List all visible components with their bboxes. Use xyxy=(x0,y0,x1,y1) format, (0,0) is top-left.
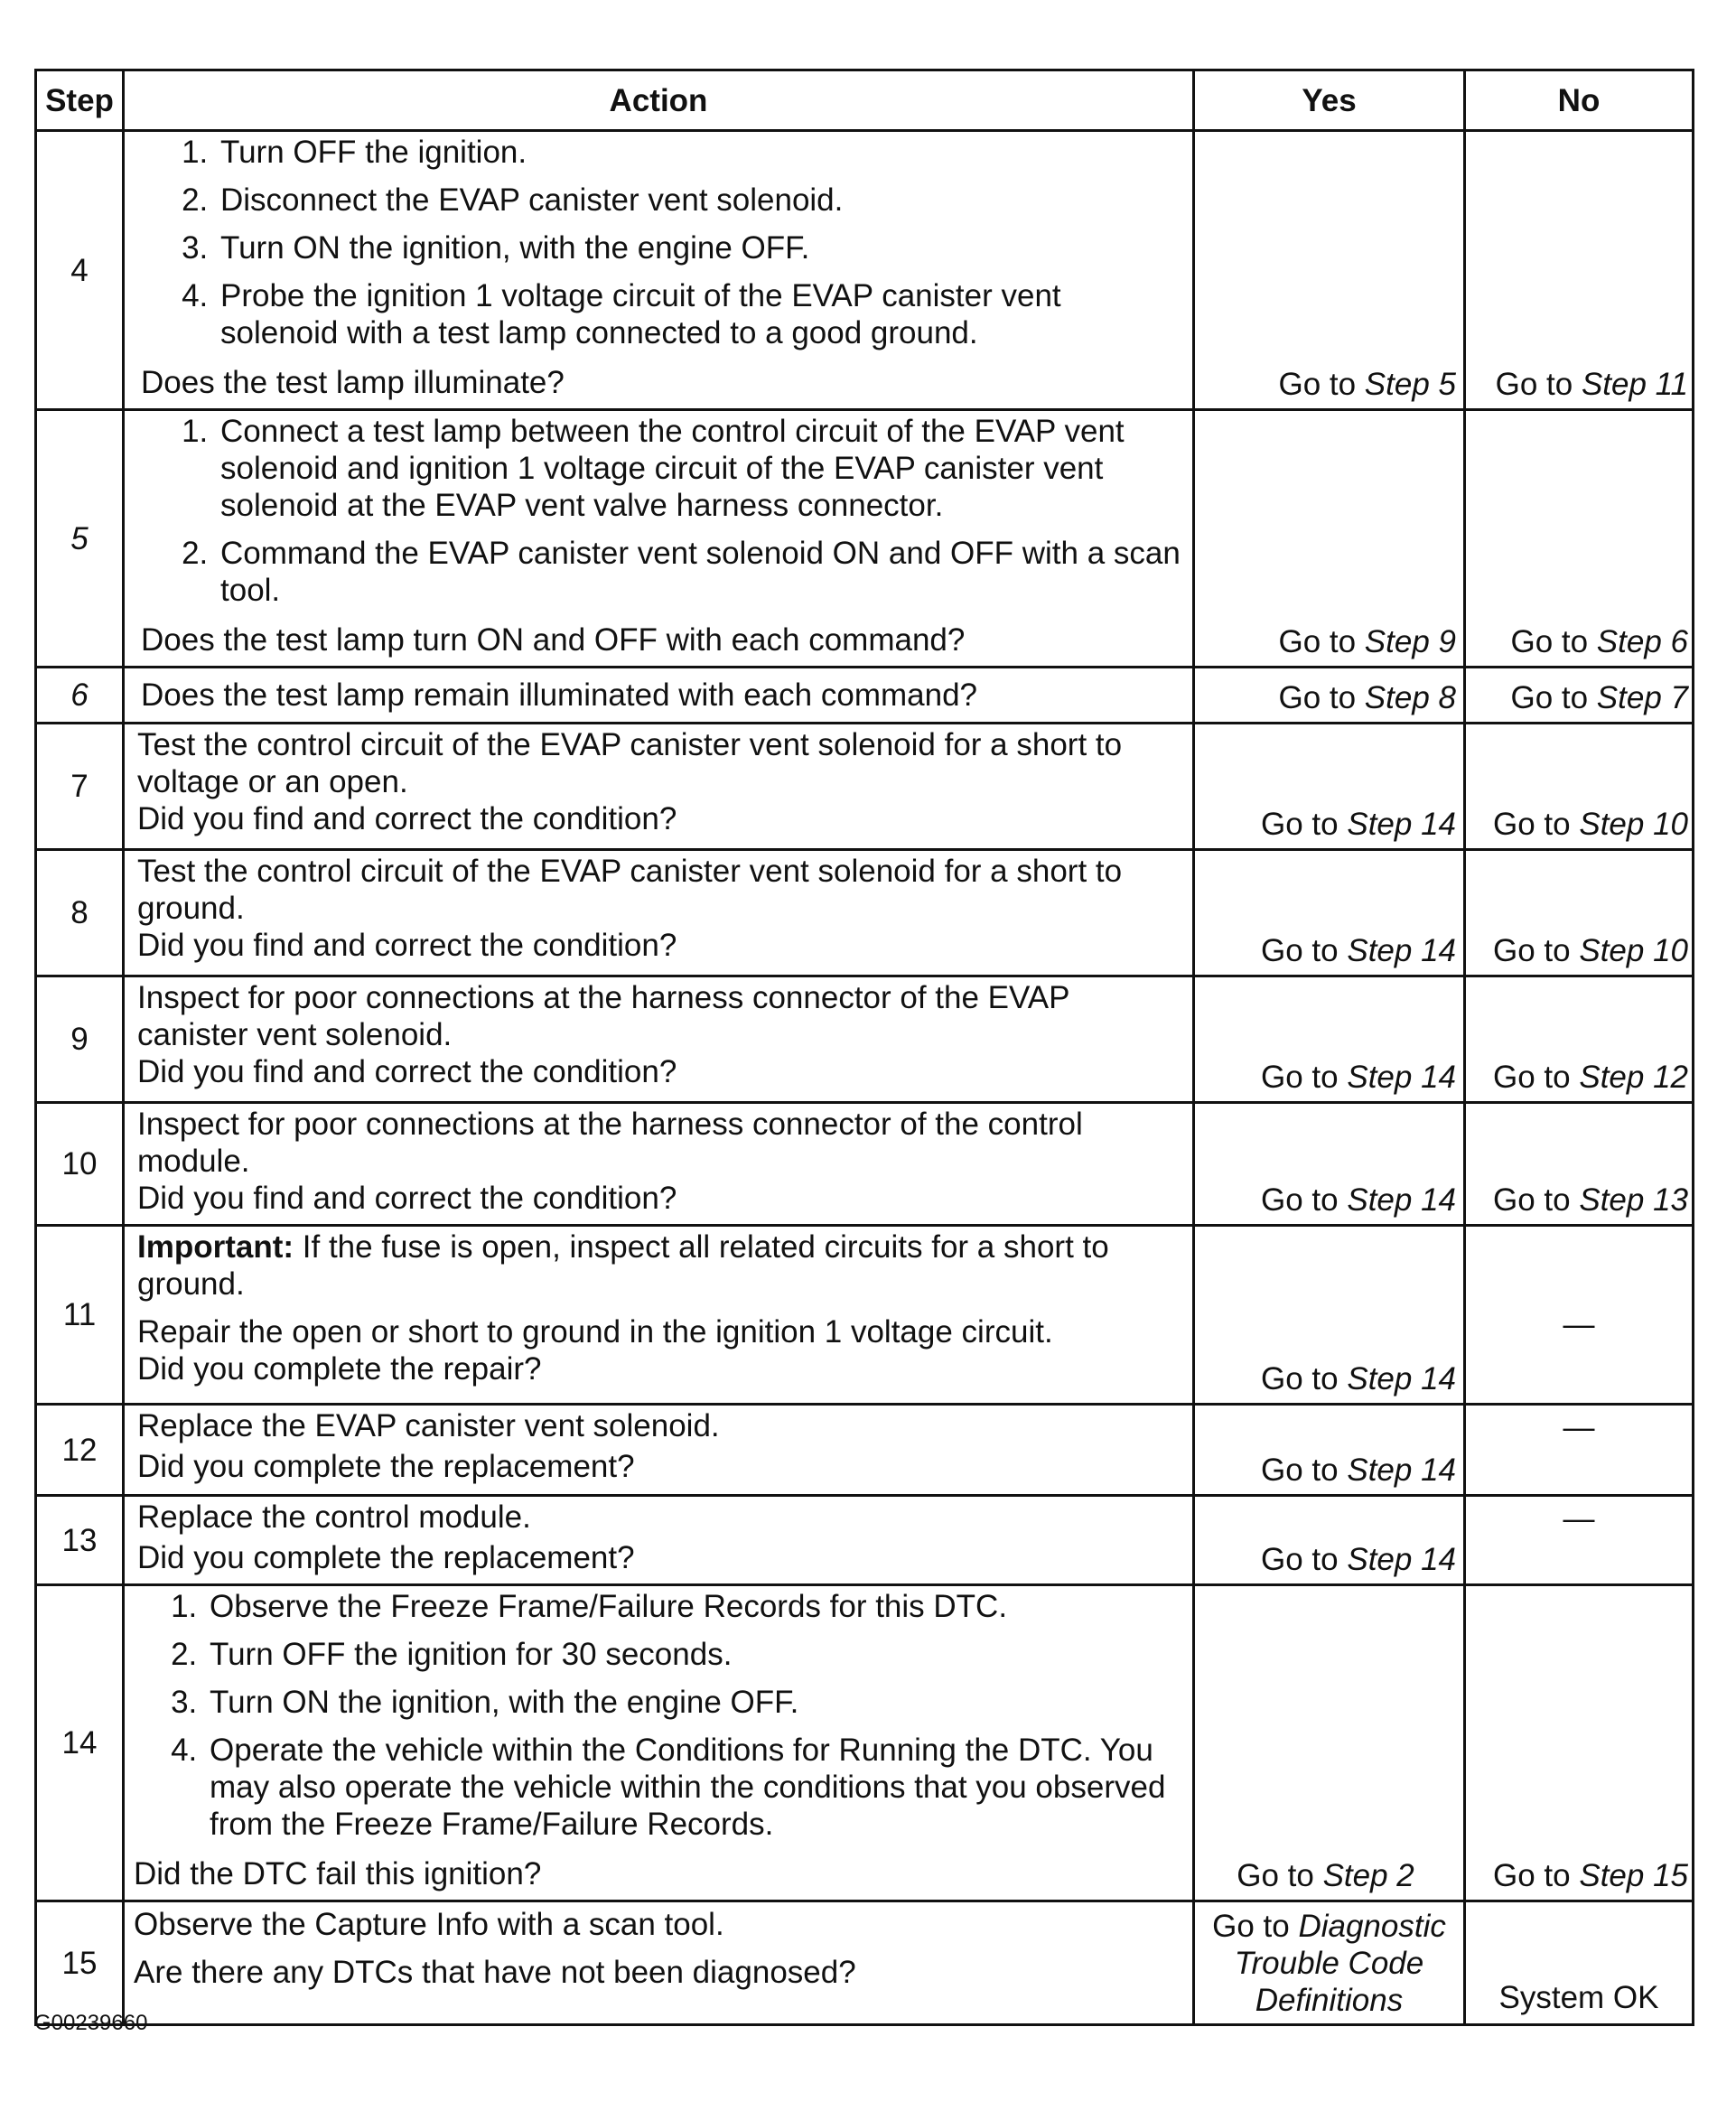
no-step-link[interactable]: Step 10 xyxy=(1579,933,1688,968)
yes-step-link[interactable]: Step 14 xyxy=(1347,1361,1456,1396)
action-text: Observe the Capture Info with a scan tool. xyxy=(134,1907,724,1942)
no-step-link[interactable]: Step 6 xyxy=(1596,624,1688,659)
step-number: 6 xyxy=(36,668,124,724)
question: Did you complete the replacement? xyxy=(137,1540,635,1575)
table-row xyxy=(36,131,1694,410)
action-cell xyxy=(124,131,1194,410)
no-cell xyxy=(1465,850,1694,976)
action-cell xyxy=(124,976,1194,1103)
question: Are there any DTCs that have not been diagnosed? xyxy=(134,1955,856,1990)
yes-line-1 xyxy=(1199,1908,1460,1945)
no-cell xyxy=(1465,668,1694,724)
table-row xyxy=(36,410,1694,668)
no-prefix: Go to xyxy=(1510,624,1597,659)
no-prefix: Go to xyxy=(1493,807,1580,842)
no-prefix: Go to xyxy=(1493,1060,1580,1095)
diagnostic-table xyxy=(34,69,1694,2026)
table-row xyxy=(36,976,1694,1103)
header-step: Step xyxy=(36,70,124,131)
action-cell xyxy=(124,1405,1194,1496)
step-number: 10 xyxy=(36,1103,124,1226)
header-row xyxy=(36,70,1694,131)
action-text: Inspect for poor connections at the harness connector of the control module. xyxy=(137,1107,1083,1179)
step-number: 9 xyxy=(36,976,124,1103)
action-text: Repair the open or short to ground in the ignition 1 voltage circuit. xyxy=(137,1314,1053,1350)
list-item: 1. Turn OFF the ignition. xyxy=(217,134,1187,171)
no-cell xyxy=(1465,1405,1694,1496)
table-row xyxy=(36,1405,1694,1496)
list-item: 3. Turn ON the ignition, with the engine OFF. xyxy=(217,229,1187,266)
yes-step-link[interactable]: Step 9 xyxy=(1364,624,1456,659)
table-row xyxy=(36,1585,1694,1901)
question: Did you complete the replacement? xyxy=(137,1449,635,1484)
yes-step-link[interactable]: Step 14 xyxy=(1347,1452,1456,1488)
step-number: 8 xyxy=(36,850,124,976)
yes-prefix: Go to xyxy=(1278,680,1365,715)
yes-cell xyxy=(1194,1901,1465,2025)
no-prefix: Go to xyxy=(1493,1182,1580,1218)
yes-prefix: Go to xyxy=(1261,933,1348,968)
figure-id: G00239660 xyxy=(34,2011,148,2035)
action-text: Test the control circuit of the EVAP canister vent solenoid for a short to voltage or an open. xyxy=(137,727,1123,799)
yes-cell xyxy=(1194,668,1465,724)
step-number: 12 xyxy=(36,1405,124,1496)
yes-cell xyxy=(1194,1585,1465,1901)
no-cell xyxy=(1465,724,1694,850)
action-cell xyxy=(124,410,1194,668)
no-cell xyxy=(1465,131,1694,410)
header-yes: Yes xyxy=(1194,70,1465,131)
yes-prefix: Go to xyxy=(1261,807,1348,842)
yes-cell xyxy=(1194,1496,1465,1585)
question: Does the test lamp remain illuminated with each command? xyxy=(141,677,977,713)
step-number: 11 xyxy=(36,1226,124,1405)
yes-prefix: Go to xyxy=(1261,1060,1348,1095)
important-label: Important: xyxy=(137,1229,294,1265)
no-step-link[interactable]: Step 13 xyxy=(1579,1182,1688,1218)
action-text: Replace the control module. xyxy=(137,1499,531,1535)
action-cell xyxy=(124,850,1194,976)
list-item: 2. Disconnect the EVAP canister vent solenoid. xyxy=(217,182,1187,219)
yes-prefix: Go to xyxy=(1261,1182,1348,1218)
yes-step-link[interactable]: Step 5 xyxy=(1364,367,1456,402)
no-cell xyxy=(1465,1585,1694,1901)
header-action: Action xyxy=(124,70,1194,131)
action-text: Inspect for poor connections at the harness connector of the EVAP canister vent solenoid. xyxy=(137,980,1069,1052)
yes-step-link[interactable]: Step 14 xyxy=(1347,807,1456,842)
step-number: 13 xyxy=(36,1496,124,1585)
trouble-code-link[interactable]: Trouble Code xyxy=(1234,1946,1424,1981)
yes-step-link[interactable]: Step 14 xyxy=(1347,933,1456,968)
yes-cell xyxy=(1194,1103,1465,1226)
important-text: If the fuse is open, inspect all related circuits for a short to ground. xyxy=(137,1229,1109,1302)
definitions-link[interactable]: Definitions xyxy=(1255,1983,1404,2018)
yes-step-link[interactable]: Step 14 xyxy=(1347,1060,1456,1095)
action-list xyxy=(134,1588,1187,1843)
step-number: 14 xyxy=(36,1585,124,1901)
yes-step-link[interactable]: Step 14 xyxy=(1347,1542,1456,1577)
step-number: 5 xyxy=(36,410,124,668)
yes-prefix: Go to xyxy=(1261,1452,1348,1488)
question: Does the test lamp turn ON and OFF with each command? xyxy=(141,622,966,658)
no-cell xyxy=(1465,410,1694,668)
yes-prefix: Go to xyxy=(1261,1542,1348,1577)
action-cell xyxy=(124,1901,1194,2025)
list-item: 4. Operate the vehicle within the Conditions for Running the DTC. You may also operate the vehicle within the conditions that you observed from the Freeze Frame/Failure Records. xyxy=(206,1732,1187,1843)
table-row xyxy=(36,850,1694,976)
yes-step-link[interactable]: Step 8 xyxy=(1364,680,1456,715)
yes-cell xyxy=(1194,724,1465,850)
diagnostic-link[interactable]: Diagnostic xyxy=(1298,1909,1446,1944)
no-prefix: Go to xyxy=(1493,933,1580,968)
no-step-link[interactable]: Step 12 xyxy=(1579,1060,1688,1095)
question: Did you find and correct the condition? xyxy=(137,1054,677,1089)
list-item: 4. Probe the ignition 1 voltage circuit of the EVAP canister vent solenoid with a test lamp connected to a good ground. xyxy=(217,277,1187,351)
no-step-link[interactable]: Step 7 xyxy=(1596,680,1688,715)
step-number: 15 xyxy=(36,1901,124,2025)
list-item: 3. Turn ON the ignition, with the engine OFF. xyxy=(206,1684,1187,1721)
action-cell xyxy=(124,724,1194,850)
action-list xyxy=(141,413,1187,609)
yes-cell xyxy=(1194,131,1465,410)
action-cell xyxy=(124,668,1194,724)
important-note xyxy=(137,1228,1187,1303)
list-item: 2. Turn OFF the ignition for 30 seconds. xyxy=(206,1636,1187,1673)
yes-cell xyxy=(1194,410,1465,668)
yes-prefix: Go to xyxy=(1261,1361,1348,1396)
table-row xyxy=(36,1103,1694,1226)
no-cell xyxy=(1465,1901,1694,2025)
action-text: Test the control circuit of the EVAP canister vent solenoid for a short to ground. xyxy=(137,854,1123,926)
no-cell xyxy=(1465,1103,1694,1226)
yes-cell xyxy=(1194,1405,1465,1496)
list-item: 1. Observe the Freeze Frame/Failure Records for this DTC. xyxy=(206,1588,1187,1625)
no-prefix: Go to xyxy=(1510,680,1597,715)
yes-prefix: Go to xyxy=(1278,624,1365,659)
action-cell xyxy=(124,1496,1194,1585)
no-prefix: Go to xyxy=(1493,1858,1580,1893)
table-row xyxy=(36,1226,1694,1405)
action-cell xyxy=(124,1226,1194,1405)
action-cell xyxy=(124,1103,1194,1226)
system-ok-text: System OK xyxy=(1498,1980,1659,2015)
question: Did you find and correct the condition? xyxy=(137,928,677,963)
table-row xyxy=(36,1496,1694,1585)
table-row xyxy=(36,1901,1694,2025)
no-dash: — xyxy=(1563,1501,1595,1537)
yes-step-link[interactable]: Step 2 xyxy=(1322,1858,1414,1893)
no-prefix: Go to xyxy=(1495,367,1582,402)
question: Did you find and correct the condition? xyxy=(137,801,677,836)
action-list xyxy=(141,134,1187,351)
question: Does the test lamp illuminate? xyxy=(141,365,565,400)
no-cell xyxy=(1465,976,1694,1103)
question: Did you complete the repair? xyxy=(137,1351,542,1387)
question: Did you find and correct the condition? xyxy=(137,1181,677,1216)
list-item: 2. Command the EVAP canister vent solenoid ON and OFF with a scan tool. xyxy=(217,535,1187,609)
no-cell xyxy=(1465,1226,1694,1405)
no-step-link[interactable]: Step 15 xyxy=(1579,1858,1688,1893)
yes-prefix: Go to xyxy=(1278,367,1365,402)
step-number: 4 xyxy=(36,131,124,410)
no-cell xyxy=(1465,1496,1694,1585)
no-step-link[interactable]: Step 11 xyxy=(1581,367,1688,402)
table-row xyxy=(36,724,1694,850)
yes-cell xyxy=(1194,1226,1465,1405)
yes-step-link[interactable]: Step 14 xyxy=(1347,1182,1456,1218)
step-number: 7 xyxy=(36,724,124,850)
table-row xyxy=(36,668,1694,724)
list-item: 1. Connect a test lamp between the control circuit of the EVAP vent solenoid and ignition 1 voltage circuit of the EVAP canister vent solenoid at the EVAP vent valve harness connector. xyxy=(217,413,1187,524)
header-no: No xyxy=(1465,70,1694,131)
no-dash: — xyxy=(1563,1307,1595,1342)
yes-prefix: Go to xyxy=(1237,1858,1323,1893)
action-text: Replace the EVAP canister vent solenoid. xyxy=(137,1408,720,1443)
action-cell xyxy=(124,1585,1194,1901)
no-step-link[interactable]: Step 10 xyxy=(1579,807,1688,842)
no-dash: — xyxy=(1563,1410,1595,1445)
yes-cell xyxy=(1194,850,1465,976)
yes-prefix: Go to xyxy=(1212,1909,1299,1944)
question: Did the DTC fail this ignition? xyxy=(134,1856,542,1891)
yes-cell xyxy=(1194,976,1465,1103)
